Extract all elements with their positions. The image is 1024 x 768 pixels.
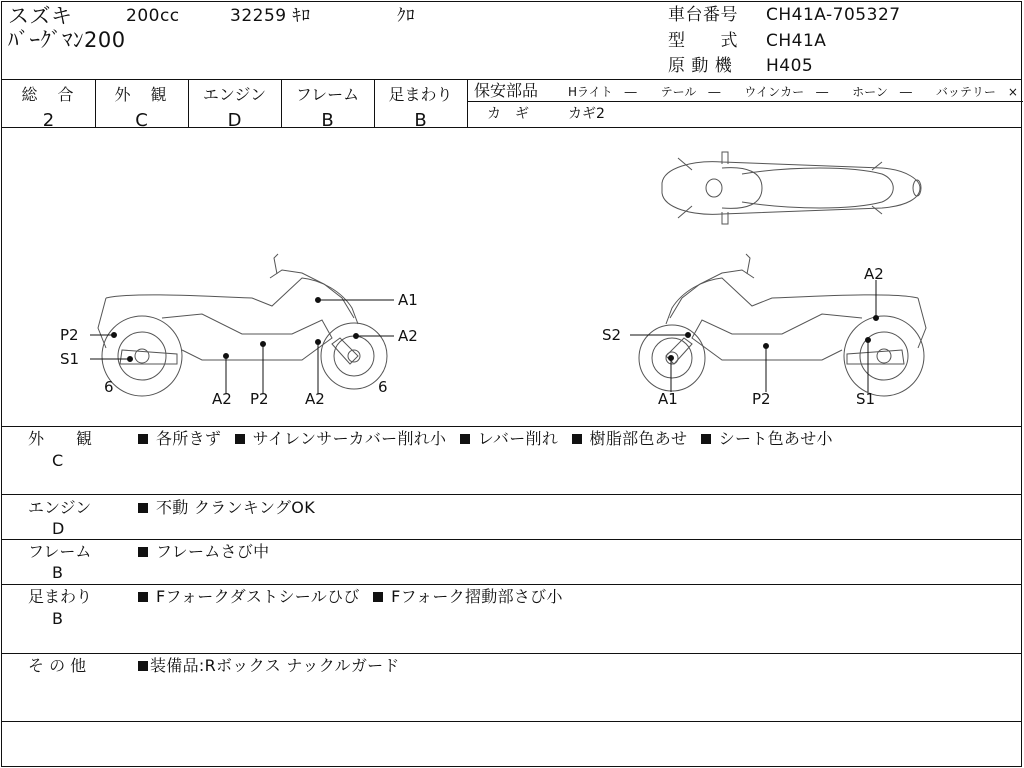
type-value: CH41A: [766, 31, 827, 51]
diagram-label: 6: [378, 378, 388, 396]
grade-exterior: 外 観 C: [114, 85, 169, 131]
color: ｸﾛ: [397, 6, 415, 26]
maker: スズキ: [8, 4, 73, 28]
grade-engine: エンジン D: [202, 85, 267, 131]
scooter-left-view-icon: [98, 254, 387, 396]
grade-overall: 総 合 2: [21, 85, 76, 131]
model-name: ﾊﾞｰｸﾞﾏﾝ200: [8, 28, 126, 52]
safety-label: 保安部品: [474, 81, 539, 100]
engine-label: 原 動 機: [668, 56, 733, 76]
diagram-label: S1: [60, 350, 80, 368]
grade-frame: フレーム B: [295, 85, 360, 131]
diagram-label: P2: [60, 326, 79, 344]
displacement: 200cc: [126, 6, 180, 26]
key-value: カギ2: [568, 106, 605, 122]
diagram-label: A1: [658, 390, 678, 408]
frame-no: CH41A-705327: [766, 5, 901, 25]
diagram-label: A2: [398, 327, 418, 345]
type-label: 型 式: [668, 31, 738, 51]
safety-items: Hライト ― テール ― ウインカー ― ホーン ― バッテリー ×: [568, 85, 1018, 99]
diagram-label: 6: [104, 378, 114, 396]
diagram-label: S1: [856, 390, 876, 408]
mileage: 32259 ｷﾛ: [230, 6, 311, 26]
frame-no-label: 車台番号: [668, 5, 738, 25]
damage-diagram: [2, 128, 1022, 426]
diagram-label: P2: [250, 390, 269, 408]
diagram-label: A2: [864, 265, 884, 283]
scooter-top-view-icon: [662, 152, 921, 224]
inspection-sheet: スズキ 200cc 32259 ｷﾛ ｸﾛ ﾊﾞｰｸﾞﾏﾝ200 車台番号 CH41A-705327 型 式 CH41A 原 動 機 H405 総 合 2 外 観 C エンジン D フレーム B 足まわり B 保安部品 Hライト ― テール ― ウインカー ― ホーン ― バッテリー × カ ギ カギ2 A1 A2 P2 S1 6 A2 P2 A2 6 A2 S2 A1 P2 S1 外 観 C 各所きず サイレンサーカバー削れ小 レバー削れ 樹脂部色あせ シート色あせ小 エンジン D 不動 クランキングOK フレーム B フレームさび中 足まわり B Fフォークダストシールひび Fフォーク摺動部さび小 そ の 他 装備品:Rボックス ナックルガード: [1, 1, 1022, 767]
diagram-label: P2: [752, 390, 771, 408]
diagram-label: A2: [212, 390, 232, 408]
diagram-label: A1: [398, 291, 418, 309]
key-label: カ ギ: [487, 106, 529, 122]
grade-suspension: 足まわり B: [388, 85, 453, 131]
section-name: 外 観: [28, 429, 93, 448]
engine-value: H405: [766, 56, 814, 76]
section-items: 各所きず サイレンサーカバー削れ小 レバー削れ 樹脂部色あせ シート色あせ小: [138, 431, 833, 447]
section-grade: C: [52, 451, 64, 470]
diagram-label: S2: [602, 326, 622, 344]
diagram-label: A2: [305, 390, 325, 408]
